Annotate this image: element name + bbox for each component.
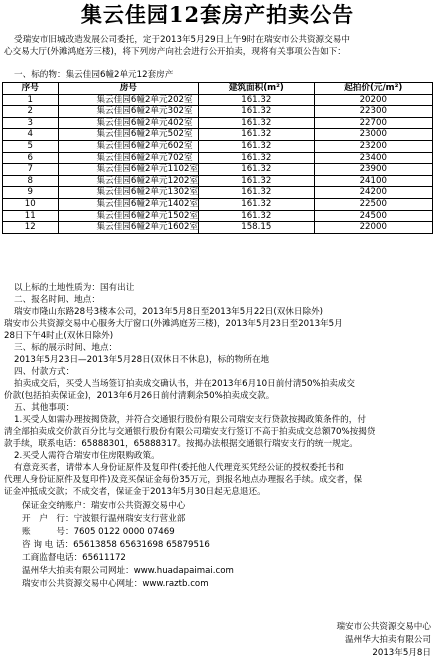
table-row [3,94,433,106]
row-index: 11 [3,210,59,222]
row-price: 24200 [314,187,432,199]
row-room: 集云佳园6幢2单元1102室 [58,164,199,176]
section-5-p3-line-2: 代理人身份证原件及复印件)及竞买保证金每份35万元，到报名地点办理报名手续。成交者，保 [4,475,363,485]
land-note: 以上标的土地性质为：国有出让 [14,283,135,293]
row-room: 集云佳园6幢2单元302室 [58,106,199,118]
row-room: 集云佳园6幢2单元502室 [58,129,199,141]
row-index: 5 [3,140,59,152]
row-price: 22300 [314,106,432,118]
section-2-line-3: 28日下午4时止(双休日除外) [4,331,114,341]
section-2-title: 二、报名时间、地点： [14,295,100,305]
account-number-line: 账 号：7605 0122 0000 07469 [22,527,175,537]
row-area: 161.32 [199,117,314,129]
row-area: 161.32 [199,210,314,222]
row-room: 集云佳园6幢2单元702室 [58,152,199,164]
row-index: 6 [3,152,59,164]
row-area: 161.32 [199,94,314,106]
row-area: 161.32 [199,198,314,210]
row-price: 22700 [314,117,432,129]
row-area: 161.32 [199,140,314,152]
page-title: 集云佳园12套房产拍卖公告 [80,2,355,27]
signature-date: 2013年5月8日 [372,648,431,658]
row-area: 161.32 [199,175,314,187]
section-5-p3-line-3: 证金冲抵成交款；不成交者，保证金于2013年5月30日起无息退还。 [4,487,266,497]
header-area: 建筑面积(m²) [199,83,314,95]
row-room: 集云佳园6幢2单元1202室 [58,175,199,187]
row-price: 23900 [314,164,432,176]
table-row [3,152,433,164]
section-4-line-1: 拍卖成交后，买受人当场签订拍卖成交确认书，并在2013年6月10日前付清50%拍卖成交 [14,379,355,389]
row-price: 24100 [314,175,432,187]
row-room: 集云佳园6幢2单元1502室 [58,210,199,222]
header-price: 起拍价(元/m²) [314,83,432,95]
row-area: 161.32 [199,187,314,199]
table-row [3,164,433,176]
section-4-title: 四、付款方式： [14,367,75,377]
table-row [3,210,433,222]
table-header-row [3,83,433,95]
row-room: 集云佳园6幢2单元1302室 [58,187,199,199]
deposit-account-title: 保证金交纳账户：瑞安市公共资源交易中心 [22,501,186,511]
row-index: 10 [3,198,59,210]
section-5-p1-line-2: 清全部拍卖成交价款百分比与交通银行股份有限公司瑞安支行签订不高于拍卖成交总额70%按揭贷 [4,427,376,437]
intro-line-1: 受瑞安市旧城改造发展公司委托，定于2013年5月29日上午9时在瑞安市公共资源交易中 [14,35,350,45]
website-line-1: 温州华大拍卖有限公司网址：www.huadapaimai.com [22,566,234,576]
table-row [3,187,433,199]
row-price: 23000 [314,129,432,141]
row-price: 22000 [314,222,432,234]
row-area: 161.32 [199,152,314,164]
section-2-line-2: 瑞安市公共资源交易中心服务大厅窗口(外滩鸿庭芳三楼)，2013年5月23日至2013年5月 [4,319,343,329]
table-row [3,140,433,152]
row-index: 7 [3,164,59,176]
supervision-phone-line: 工商监督电话：65611172 [22,553,126,563]
row-area: 161.32 [199,106,314,118]
website-line-2: 瑞安市公共资源交易中心网址：www.raztb.com [22,579,209,589]
section-5-p2: 2.买受人需符合瑞安市住房限购政策。 [14,451,160,461]
section-5-p1-line-3: 款手续，联系电话：65888301，65888317。按揭办法根据交通银行瑞安支行的统一规定。 [4,439,358,449]
row-room: 集云佳园6幢2单元402室 [58,117,199,129]
row-index: 12 [3,222,59,234]
section-5-title: 五、其他事项： [14,403,75,413]
row-price: 23400 [314,152,432,164]
table-row [3,198,433,210]
row-room: 集云佳园6幢2单元1402室 [58,198,199,210]
row-room: 集云佳园6幢2单元1602室 [58,222,199,234]
header-room: 房号 [58,83,199,95]
section-4-line-2: 价款(包括拍卖保证金)，2013年6月26日前付清剩余50%拍卖成交款。 [4,391,275,401]
row-price: 22500 [314,198,432,210]
row-index: 4 [3,129,59,141]
section-5-p3-line-1: 有意竞买者，请带本人身份证原件及复印件(委托他人代理竞买凭经公证的授权委托书和 [14,463,344,473]
row-index: 9 [3,187,59,199]
signature-2: 温州华大拍卖有限公司 [345,635,431,645]
row-area: 158.15 [199,222,314,234]
row-price: 24500 [314,210,432,222]
header-index: 序号 [3,83,59,95]
row-index: 8 [3,175,59,187]
table-row [3,117,433,129]
row-index: 2 [3,106,59,118]
row-area: 161.32 [199,129,314,141]
section-3-title: 三、标的展示时间、地点： [14,343,118,353]
table-row [3,106,433,118]
table-row [3,222,433,234]
lots-table [2,82,433,234]
section-1-title: 一、标的物：集云佳园6幢2单元12套房产 [14,70,174,80]
row-room: 集云佳园6幢2单元202室 [58,94,199,106]
table-row [3,129,433,141]
section-5-p1-line-1: 1.买受人如需办理按揭贷款，并符合交通银行股份有限公司瑞安支行贷款按揭政策条件的，付 [14,415,366,425]
section-3-line-1: 2013年5月23日—2013年5月28日(双休日不休息)，标的物所在地 [14,355,270,365]
table-row [3,175,433,187]
section-2-line-1: 瑞安市隆山东路28号3楼本公司，2013年5月8日至2013年5月22日(双休日除外) [14,307,324,317]
bank-line: 开 户 行：宁波银行温州瑞安支行营业部 [22,514,186,524]
row-room: 集云佳园6幢2单元602室 [58,140,199,152]
row-price: 23200 [314,140,432,152]
row-index: 3 [3,117,59,129]
intro-line-2: 心交易大厅(外滩鸿庭芳三楼)，将下列房产向社会进行公开拍卖，现将有关事项公告如下： [4,47,346,57]
signature-1: 瑞安市公共资源交易中心 [336,622,431,632]
phone-line: 咨 询 电 话：65613858 65631698 65879516 [22,540,210,550]
row-area: 161.32 [199,164,314,176]
row-index: 1 [3,94,59,106]
row-price: 20200 [314,94,432,106]
